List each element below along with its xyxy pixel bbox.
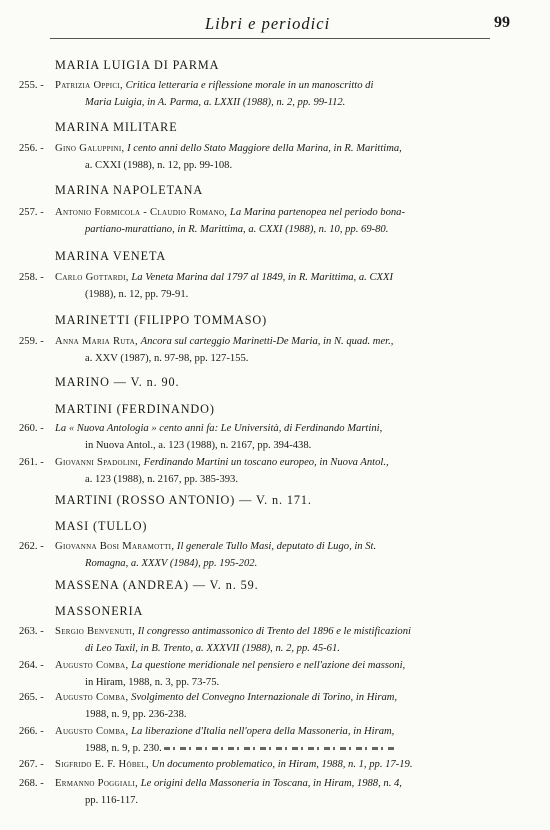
entry-text: La « Nuova Antologia » cento anni fa: Le Università, di Ferdinando Martini, (55, 423, 383, 434)
section-heading: MARTINI (ROSSO ANTONIO) — V. n. 171. (55, 493, 312, 507)
entry-258 (19, 270, 487, 303)
entry-text-cont: Maria Luigia, in A. Parma, a. LXXII (1988), n. 2, pp. 99-112. (85, 96, 346, 108)
entry-number: 260. - (19, 423, 44, 434)
entry-text-cont: Romagna, a. XXXV (1984), pp. 195-202. (85, 557, 258, 569)
section-heading: MARINA NAPOLETANA (55, 183, 204, 197)
entry-text-cont: in Hiram, 1988, n. 3, pp. 73-75. (85, 676, 220, 688)
entry-text-cont: in Nuova Antol., a. 123 (1988), n. 2167, pp. 394-438. (85, 439, 312, 451)
entry-257 (19, 205, 487, 238)
entry-number: 263. - (19, 626, 44, 637)
entry-number: 262. - (19, 541, 44, 552)
section-heading: MARIA LUIGIA DI PARMA (55, 58, 220, 72)
entry-author: Patrizia Oppici, (55, 80, 123, 91)
entry-number: 265. - (19, 692, 44, 703)
entry-text: La questione meridionale nel pensiero e nell'azione dei massoni, (131, 660, 406, 671)
entry-number: 257. - (19, 207, 44, 218)
header-rule (50, 38, 490, 39)
entry-author: Ermanno Poggiali, (55, 778, 139, 789)
entry-author: Antonio Formicola - Claudio Romano, (55, 207, 228, 218)
entry-author: Sigfrido E. F. Höbel, (55, 759, 149, 770)
entry-text: Le origini della Massoneria in Toscana, in Hiram, 1988, n. 4, (140, 778, 402, 789)
entry-text-cont: partiano-murattiano, in R. Marittima, a. CXXI (1988), n. 10, pp. 69-80. (85, 223, 389, 235)
entry-author: Augusto Comba, (55, 726, 129, 737)
ink-smudge (164, 747, 394, 750)
entry-text-cont: pp. 116-117. (85, 794, 139, 806)
entry-text: Ancora sul carteggio Marinetti-De Maria, in N. quad. mer., (140, 336, 394, 347)
section-heading: MARINETTI (FILIPPO TOMMASO) (55, 313, 268, 327)
entry-266 (19, 724, 487, 757)
entry-author: Giovanni Spadolini, (55, 457, 141, 468)
entry-text-cont-text: 1988, n. 9, p. 230. (85, 742, 162, 754)
entry-256 (19, 141, 487, 174)
section-heading: MARINA VENETA (55, 249, 167, 263)
entry-267 (19, 757, 487, 774)
section-heading: MASI (TULLO) (55, 519, 148, 533)
entry-number: 266. - (19, 726, 44, 737)
entry-265 (19, 690, 487, 723)
entry-text: Il congresso antimassonico di Trento del 1896 e le mistificazioni (137, 626, 411, 637)
entry-number: 261. - (19, 457, 44, 468)
section-heading: MASSENA (ANDREA) — V. n. 59. (55, 578, 259, 592)
entry-author: Gino Galuppini, (55, 143, 125, 154)
entry-number: 258. - (19, 272, 44, 283)
entry-text: Critica letteraria e riflessione morale in un manoscritto di (125, 80, 374, 91)
entry-text: Ferdinando Martini un toscano europeo, in Nuova Antol., (143, 457, 389, 468)
entry-268 (19, 776, 487, 809)
entry-255 (19, 78, 487, 111)
entry-number: 264. - (19, 660, 44, 671)
entry-text-cont: a. XXV (1987), n. 97-98, pp. 127-155. (85, 352, 249, 364)
entry-text: Il generale Tullo Masi, deputato di Lugo, in St. (176, 541, 377, 552)
entry-text: Svolgimento del Convegno Internazionale di Torino, in Hiram, (131, 692, 398, 703)
page-number: 99 (494, 14, 510, 31)
section-heading: MARINO — V. n. 90. (55, 375, 180, 389)
entry-author: Giovanna Bosi Maramotti, (55, 541, 175, 552)
entry-text: La Marina partenopea nel periodo bona- (229, 207, 405, 218)
entry-author: Augusto Comba, (55, 660, 129, 671)
entry-text: La liberazione d'Italia nell'opera della Massoneria, in Hiram, (131, 726, 395, 737)
entry-author: Augusto Comba, (55, 692, 129, 703)
entry-author: Anna Maria Ruta, (55, 336, 138, 347)
entry-262 (19, 539, 487, 572)
entry-number: 268. - (19, 778, 44, 789)
section-heading: MARINA MILITARE (55, 120, 178, 134)
entry-number: 256. - (19, 143, 44, 154)
entry-263 (19, 624, 487, 657)
entry-text: I cento anni dello Stato Maggiore della Marina, in R. Marittima, (127, 143, 402, 154)
section-heading: MASSONERIA (55, 604, 144, 618)
entry-259 (19, 334, 487, 367)
entry-author: Sergio Benvenuti, (55, 626, 136, 637)
entry-text-cont: (1988), n. 12, pp. 79-91. (85, 288, 189, 300)
entry-264 (19, 658, 487, 691)
entry-text-cont: di Leo Taxil, in B. Trento, a. XXXVII (1988), n. 2, pp. 45-61. (85, 642, 340, 654)
entry-text: La Veneta Marina dal 1797 al 1849, in R. Marittima, a. CXXI (131, 272, 393, 283)
entry-text: Un documento problematico, in Hiram, 1988, n. 1, pp. 17-19. (151, 759, 413, 770)
entry-number: 267. - (19, 759, 44, 770)
entry-number: 255. - (19, 80, 44, 91)
entry-text-cont: a. CXXI (1988), n. 12, pp. 99-108. (85, 159, 233, 171)
entry-text-cont: a. 123 (1988), n. 2167, pp. 385-393. (85, 473, 239, 485)
entry-text-cont: 1988, n. 9, pp. 236-238. (85, 708, 187, 720)
entry-261 (19, 455, 487, 488)
entry-260 (19, 421, 487, 454)
running-title: Libri e periodici (205, 14, 331, 33)
section-heading: MARTINI (FERDINANDO) (55, 402, 215, 416)
entry-number: 259. - (19, 336, 44, 347)
entry-author: Carlo Gottardi, (55, 272, 129, 283)
entry-text-cont (56, 741, 487, 758)
